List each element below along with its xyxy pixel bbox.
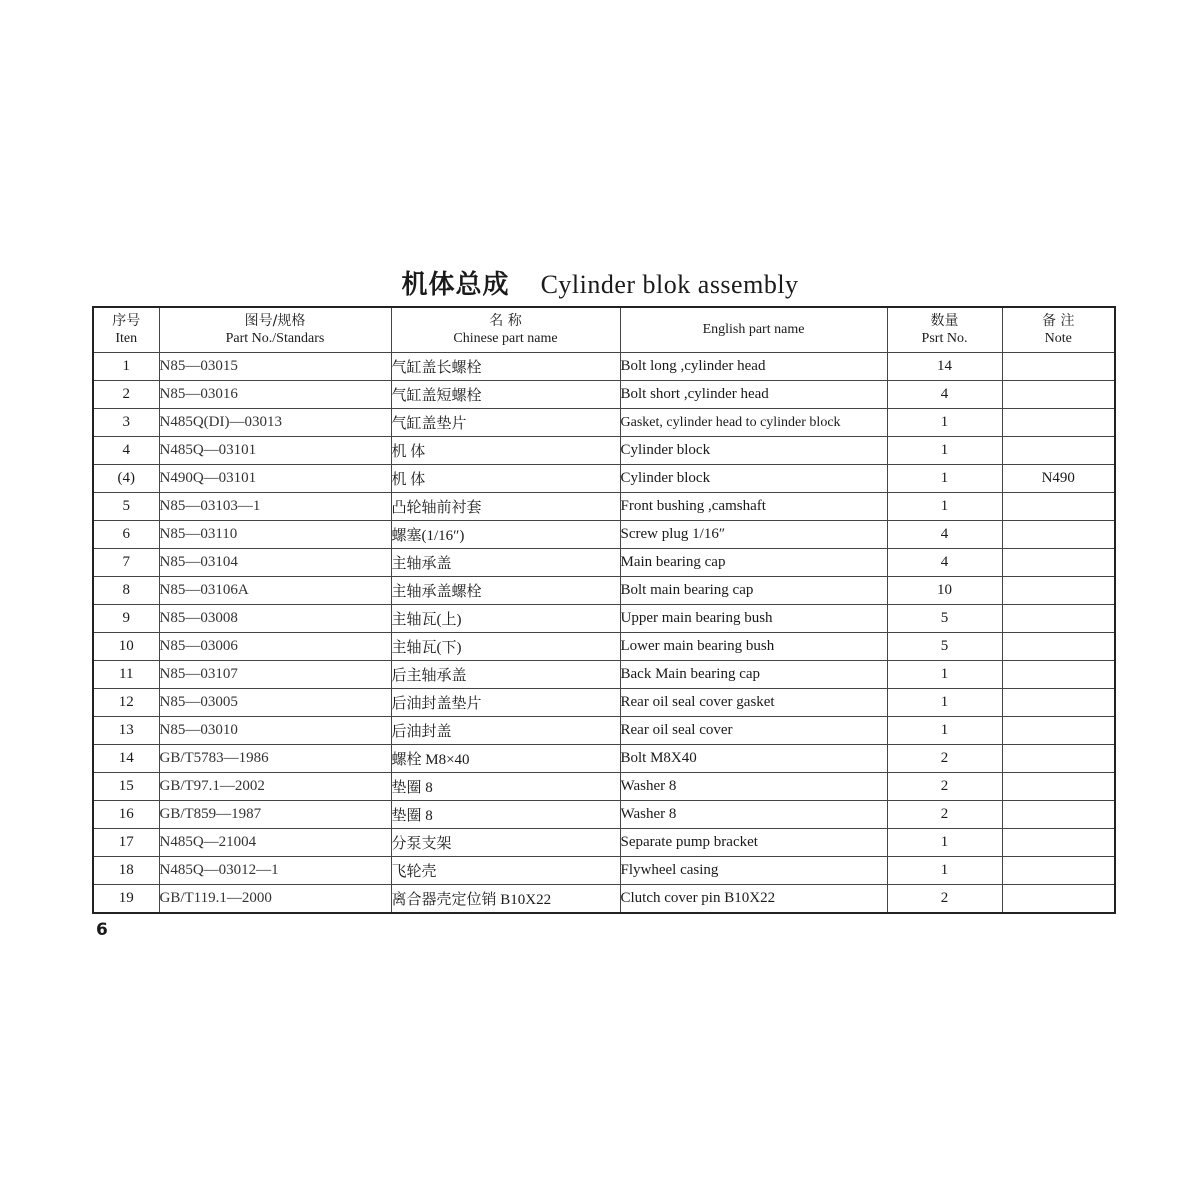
cell-english-name: Bolt long ,cylinder head [620,353,887,381]
cell-chinese-name: 后油封盖 [391,717,620,745]
cell-item: 3 [93,409,159,437]
cell-note [1002,521,1115,549]
cell-part-no: N85—03016 [159,381,391,409]
cell-english-name: Bolt main bearing cap [620,577,887,605]
cell-part-no: N85—03106A [159,577,391,605]
cell-part-no: GB/T5783—1986 [159,745,391,773]
cell-note [1002,549,1115,577]
cell-note: N490 [1002,465,1115,493]
cell-note [1002,493,1115,521]
cell-english-name: Cylinder block [620,465,887,493]
cell-quantity: 2 [887,773,1002,801]
cell-item: 14 [93,745,159,773]
header-english-name: English part name [620,307,887,353]
table-row [93,549,1115,577]
table-row [93,829,1115,857]
parts-table [92,306,1116,914]
table-row [93,353,1115,381]
cell-item: 12 [93,689,159,717]
cell-part-no: N490Q—03101 [159,465,391,493]
header-quantity: 数量 Psrt No. [887,307,1002,353]
cell-english-name: Washer 8 [620,773,887,801]
cell-chinese-name: 气缸盖长螺栓 [391,353,620,381]
cell-part-no: N85—03008 [159,605,391,633]
cell-chinese-name: 螺栓 M8×40 [391,745,620,773]
cell-item: 15 [93,773,159,801]
cell-english-name: Bolt M8X40 [620,745,887,773]
cell-note [1002,381,1115,409]
cell-quantity: 1 [887,829,1002,857]
cell-item: 8 [93,577,159,605]
cell-quantity: 2 [887,885,1002,914]
cell-note [1002,353,1115,381]
cell-english-name: Rear oil seal cover gasket [620,689,887,717]
cell-note [1002,577,1115,605]
cell-item: 5 [93,493,159,521]
table-row [93,409,1115,437]
cell-english-name: Main bearing cap [620,549,887,577]
cell-item: 6 [93,521,159,549]
cell-note [1002,829,1115,857]
title-chinese: 机体总成 [401,270,510,300]
cell-chinese-name: 机 体 [391,465,620,493]
cell-quantity: 1 [887,661,1002,689]
cell-note [1002,409,1115,437]
cell-item: 16 [93,801,159,829]
cell-item: 10 [93,633,159,661]
cell-part-no: N485Q—21004 [159,829,391,857]
cell-part-no: N85—03110 [159,521,391,549]
cell-note [1002,745,1115,773]
table-row [93,381,1115,409]
cell-chinese-name: 后油封盖垫片 [391,689,620,717]
header-item: 序号 Iten [93,307,159,353]
table-row [93,633,1115,661]
table-header-row [93,307,1115,353]
cell-part-no: N85—03104 [159,549,391,577]
cell-english-name: Flywheel casing [620,857,887,885]
cell-part-no: GB/T859—1987 [159,801,391,829]
cell-quantity: 4 [887,521,1002,549]
cell-item: 1 [93,353,159,381]
cell-note [1002,857,1115,885]
table-row [93,437,1115,465]
cell-note [1002,605,1115,633]
cell-quantity: 1 [887,437,1002,465]
cell-chinese-name: 分泵支架 [391,829,620,857]
cell-part-no: N485Q—03101 [159,437,391,465]
cell-part-no: N85—03015 [159,353,391,381]
cell-quantity: 14 [887,353,1002,381]
cell-quantity: 2 [887,745,1002,773]
page-number: 6 [96,920,108,940]
cell-item: 4 [93,437,159,465]
header-note: 备 注 Note [1002,307,1115,353]
table-row [93,745,1115,773]
cell-quantity: 1 [887,409,1002,437]
cell-note [1002,773,1115,801]
cell-note [1002,633,1115,661]
table-row [93,689,1115,717]
table-row [93,521,1115,549]
table-row [93,801,1115,829]
cell-english-name: Upper main bearing bush [620,605,887,633]
cell-quantity: 10 [887,577,1002,605]
cell-chinese-name: 飞轮壳 [391,857,620,885]
cell-item: 11 [93,661,159,689]
cell-item: 2 [93,381,159,409]
cell-quantity: 1 [887,493,1002,521]
cell-quantity: 4 [887,549,1002,577]
table-row [93,857,1115,885]
cell-part-no: N85—03006 [159,633,391,661]
cell-part-no: N85—03010 [159,717,391,745]
cell-note [1002,885,1115,914]
cell-chinese-name: 机 体 [391,437,620,465]
table-row [93,885,1115,914]
table-row [93,465,1115,493]
header-chinese-name: 名 称 Chinese part name [391,307,620,353]
cell-part-no: N85—03005 [159,689,391,717]
table-row [93,605,1115,633]
cell-part-no: N485Q(DI)—03013 [159,409,391,437]
cell-chinese-name: 气缸盖短螺栓 [391,381,620,409]
cell-chinese-name: 主轴瓦(下) [391,633,620,661]
cell-chinese-name: 气缸盖垫片 [391,409,620,437]
table-row [93,661,1115,689]
cell-chinese-name: 主轴承盖螺栓 [391,577,620,605]
cell-quantity: 5 [887,633,1002,661]
cell-item: 7 [93,549,159,577]
cell-quantity: 1 [887,465,1002,493]
cell-english-name: Cylinder block [620,437,887,465]
cell-quantity: 4 [887,381,1002,409]
cell-english-name: Lower main bearing bush [620,633,887,661]
cell-chinese-name: 螺塞(1/16″) [391,521,620,549]
cell-quantity: 1 [887,857,1002,885]
cell-chinese-name: 离合器壳定位销 B10X22 [391,885,620,914]
cell-note [1002,689,1115,717]
cell-english-name: Bolt short ,cylinder head [620,381,887,409]
cell-chinese-name: 主轴承盖 [391,549,620,577]
cell-english-name: Back Main bearing cap [620,661,887,689]
cell-note [1002,661,1115,689]
cell-quantity: 2 [887,801,1002,829]
cell-item: 18 [93,857,159,885]
cell-english-name: Gasket, cylinder head to cylinder block [620,409,887,437]
cell-quantity: 1 [887,717,1002,745]
cell-item: 19 [93,885,159,914]
cell-quantity: 1 [887,689,1002,717]
cell-english-name: Separate pump bracket [620,829,887,857]
cell-chinese-name: 凸轮轴前衬套 [391,493,620,521]
cell-english-name: Rear oil seal cover [620,717,887,745]
cell-english-name: Clutch cover pin B10X22 [620,885,887,914]
title-english: Cylinder blok assembly [540,270,799,299]
header-part-no: 图号/规格 Part No./Standars [159,307,391,353]
cell-english-name: Screw plug 1/16″ [620,521,887,549]
cell-part-no: GB/T97.1—2002 [159,773,391,801]
table-row [93,493,1115,521]
cell-note [1002,801,1115,829]
cell-item: 9 [93,605,159,633]
cell-note [1002,717,1115,745]
cell-item: 13 [93,717,159,745]
cell-chinese-name: 垫圈 8 [391,801,620,829]
cell-part-no: N85—03107 [159,661,391,689]
cell-english-name: Front bushing ,camshaft [620,493,887,521]
cell-chinese-name: 主轴瓦(上) [391,605,620,633]
cell-item: 17 [93,829,159,857]
table-row [93,577,1115,605]
cell-quantity: 5 [887,605,1002,633]
cell-chinese-name: 后主轴承盖 [391,661,620,689]
cell-note [1002,437,1115,465]
table-row [93,717,1115,745]
cell-item: (4) [93,465,159,493]
cell-english-name: Washer 8 [620,801,887,829]
cell-part-no: GB/T119.1—2000 [159,885,391,914]
cell-part-no: N85—03103—1 [159,493,391,521]
page-title [0,264,1200,301]
cell-part-no: N485Q—03012—1 [159,857,391,885]
table-row [93,773,1115,801]
cell-chinese-name: 垫圈 8 [391,773,620,801]
